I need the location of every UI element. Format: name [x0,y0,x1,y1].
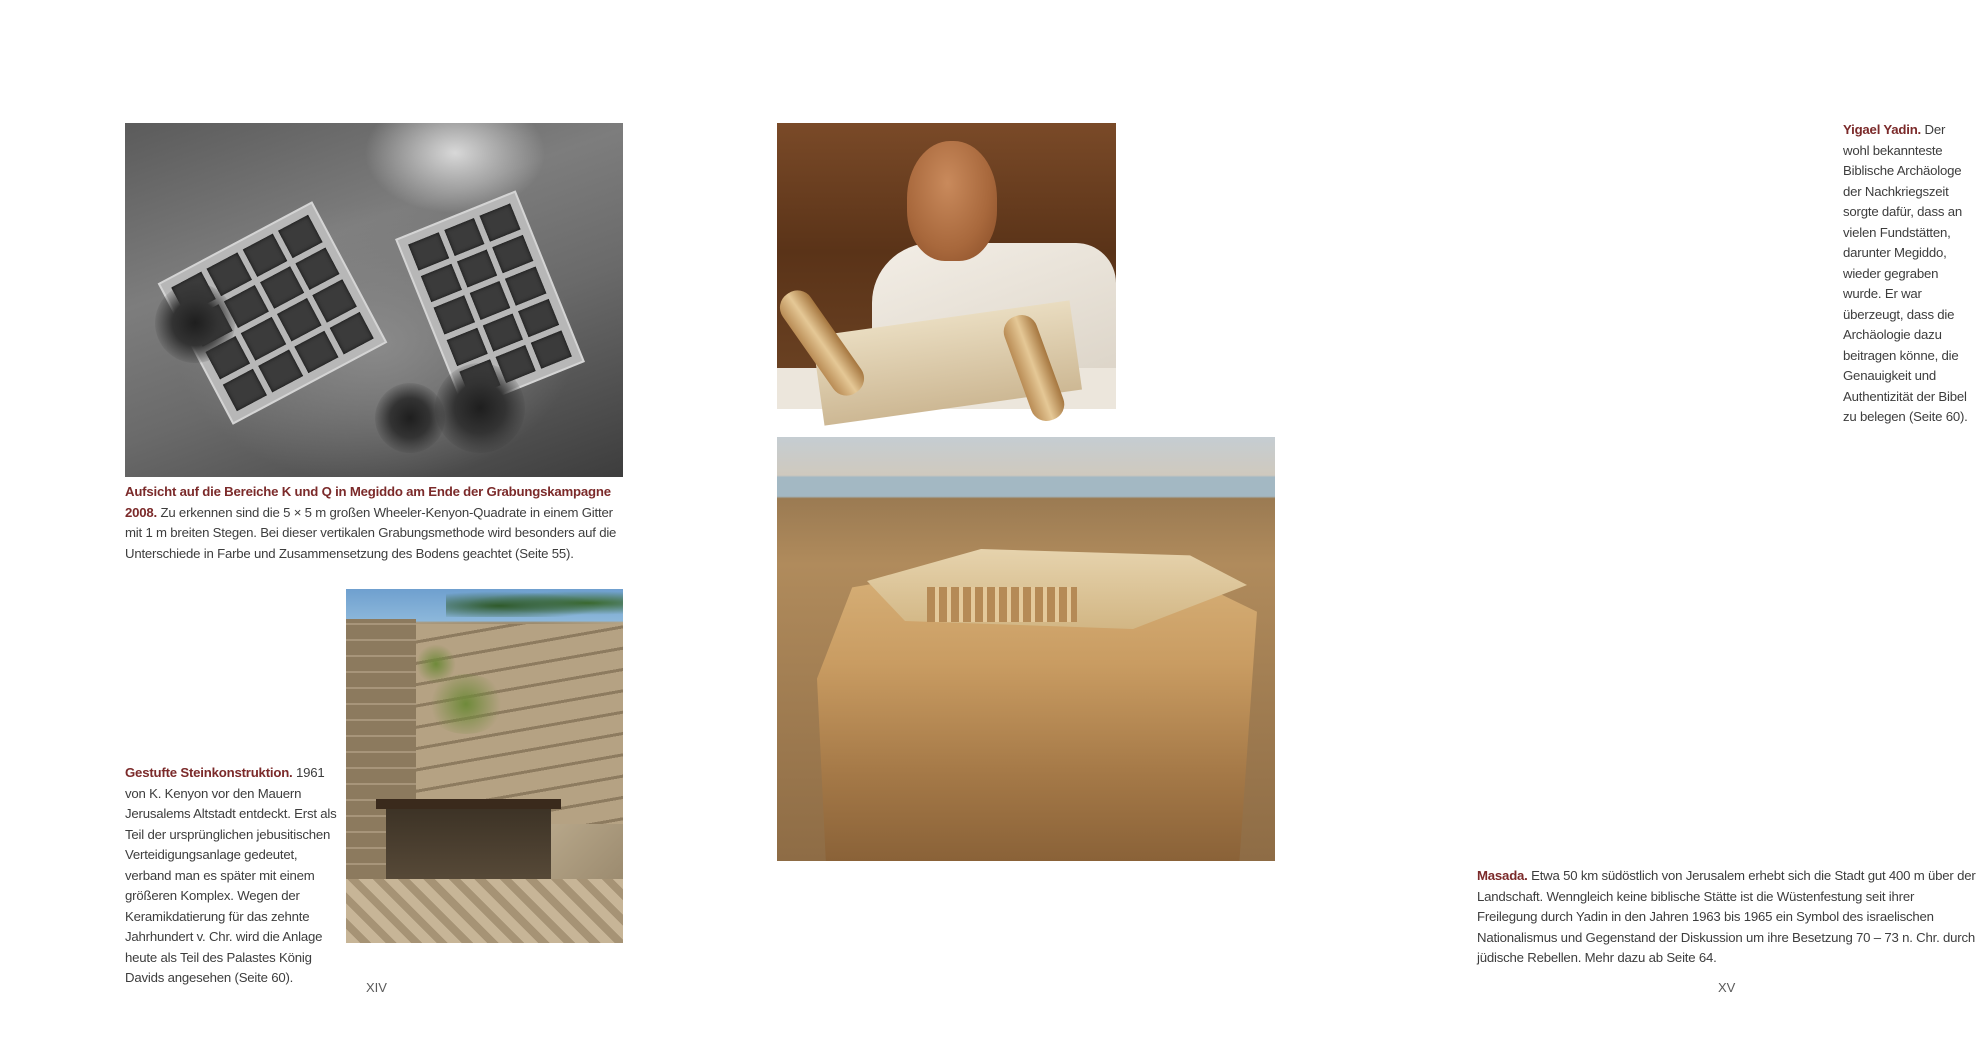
palm-tree [155,283,235,363]
rubble [346,879,623,943]
caption-lead: Gestufte Steinkonstruktion. [125,765,293,780]
palm-tree [435,363,525,453]
masada-photo-caption [1477,866,1977,969]
stone-photo-caption [125,763,337,989]
masada-ruins [927,587,1077,622]
caption-text: Der wohl bekannteste Biblische Archäologe der Nachkriegszeit sorgte dafür, dass an vielen Fundstätten, darunter Megiddo, wieder gegraben wurde. Er war überzeugt, dass die Archäologie dazu beitragen könne, die Genauigkeit und Authentizität der Bibel zu belegen (Seite 60). [1843,122,1968,424]
shelter-roof [376,799,561,809]
aerial-photo-caption [125,482,625,564]
caption-lead: Yigael Yadin. [1843,122,1922,137]
stepped-stone-structure-photo [346,589,623,943]
masada-aerial-photo [777,437,1275,861]
caption-lead: Masada. [1477,868,1528,883]
page-number: XV [1718,980,1736,995]
aerial-excavation-photo [125,123,623,477]
left-page [0,0,700,1048]
right-page [700,0,1976,1048]
shelter-shadow [386,809,551,889]
palm-tree [375,383,445,453]
caption-text: Zu erkennen sind die 5 × 5 m großen Wheeler-Kenyon-Quadrate in einem Gitter mit 1 m breiten Stegen. Bei dieser vertikalen Grabungsmethode wird besonders auf die Unterschiede in Farbe und Zusammensetzung des Bodens geachtet (Seite 55). [125,504,617,561]
yigael-yadin-photo [777,123,1116,409]
page-number: XIV [366,980,387,995]
caption-text: Etwa 50 km südöstlich von Jerusalem erhebt sich die Stadt gut 400 m über der Landschaft. Wenngleich keine biblische Stätte ist die Wüstenfestung seit ihrer Freilegung durch Yadin in den Jahren 1963 bis 1965 ein Symbol des israelischen Nationalismus und Gegenstand der Diskussion um ihre Besetzung 70 – 73 n. Chr. durch jüdische Rebellen. Mehr dazu ab Seite 64. [1477,868,1976,965]
plant [426,674,506,734]
head [907,141,997,261]
caption-text: 1961 von K. Kenyon vor den Mauern Jerusalems Altstadt entdeckt. Erst als Teil der ursprünglichen jebusitischen Verteidigungsanlage gedeutet, verband man es später mit einem größeren Komplex. Wegen der Keramikdatierung für das zehnte Jahrhundert v. Chr. wird die Anlage heute als Teil des Palastes König Davids angesehen (Seite 60). [125,765,337,985]
yadin-photo-caption [1843,120,1973,428]
trees [446,589,623,617]
caption-lead: Aufsicht auf die Bereiche K und Q in Megiddo am Ende der Grabungskampagne 2008. [125,484,611,520]
